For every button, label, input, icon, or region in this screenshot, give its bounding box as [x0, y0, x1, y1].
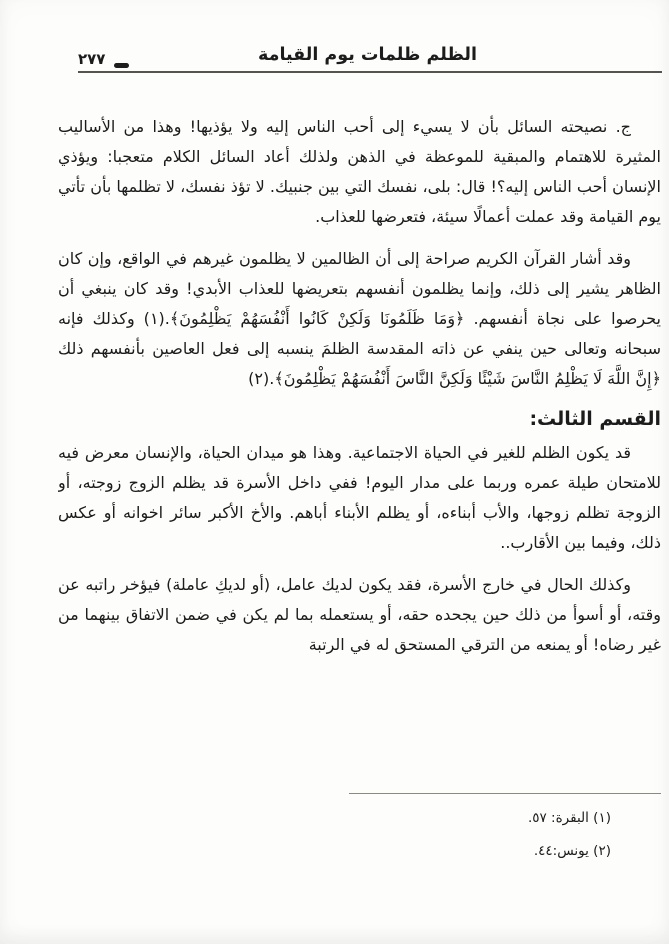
- header-rule: [78, 71, 662, 73]
- page-number-dash: [114, 63, 129, 68]
- page-number: ٢٧٧: [78, 50, 106, 68]
- page-title: الظلم ظلمات يوم القيامة: [258, 45, 477, 65]
- paragraph-workplace-injustice: وكذلك الحال في خارج الأسرة، فقد يكون لديك عامل، (أو لديكِ عاملة) فيؤخر راتبه عن وقته، أو أسوأ من ذلك حين يجحده حقه، أو يستعمله بما لم يكن في ضمن الاتفاق بينهما من غير رضاه! أو يمنعه من الترقي المستحق له في الرتبة: [58, 575, 661, 654]
- footnotes-area: [58, 793, 661, 874]
- paragraph-quran-references: وقد أشار القرآن الكريم صراحة إلى أن الظالمين لا يظلمون غيرهم في الواقع، وإن كان الظاهر يشير إلى ذلك، وإنما يظلمون أنفسهم بتعريضها للعذاب الأبدي! وقد كان ينبغي أن يحرصوا على نجاة أنفسهم. ﴿وَمَا ظَلَمُونَا وَلَكِنْ كَانُوا أَنْفُسَهُمْ يَظْلِمُونَ﴾.(١) وكذلك فإنه سبحانه وتعالى حين ينفي عن ذاته المقدسة الظلمَ ينسبه إلى فعل العاصين بأنفسهم ذلك ﴿إِنَّ اللَّهَ لَا يَظْلِمُ النَّاسَ شَيْئًا وَلَكِنَّ النَّاسَ أَنْفُسَهُمْ يَظْلِمُونَ﴾.(٢): [58, 249, 661, 388]
- paragraph-social-injustice: قد يكون الظلم للغير في الحياة الاجتماعية. وهذا هو ميدان الحياة، والإنسان معرض فيه للامتحان طيلة عمره وربما على مدار اليوم! ففي داخل الأسرة قد يظلم الزوج زوجته، أو الزوجة تظلم زوجها، والأب أبناءه، أو يظلم الأبناء أباهم. والأخ الأكبر سائر اخوانه أو عكس ذلك، وفيما بين الأقارب..: [58, 443, 661, 552]
- page-content: [58, 112, 661, 792]
- footnote-separator: [349, 793, 661, 794]
- section-heading-third-part: القسم الثالث:: [529, 408, 661, 430]
- paragraph-advice-answer: ج. نصيحته السائل بأن لا يسيء إلى أحب الناس إليه ولا يؤذيها! وهذا من الأساليب المثيرة للاهتمام والمبقية للموعظة في الذهن ولذلك أعاد السائل الكلام متعجبا: ويؤذي الإنسان أحب الناس إليه؟! قال: بلى، نفسك التي بين جنبيك. لا تؤذ نفسك، لا تظلمها بأن تأتي يوم القيامة وقد عملت أعمالًا سيئة، فتعرضها للعذاب.: [58, 117, 661, 226]
- footnote-2: (٢) يونس:٤٤.: [533, 843, 611, 859]
- footnote-1: (١) البقرة: ٥٧.: [527, 810, 611, 826]
